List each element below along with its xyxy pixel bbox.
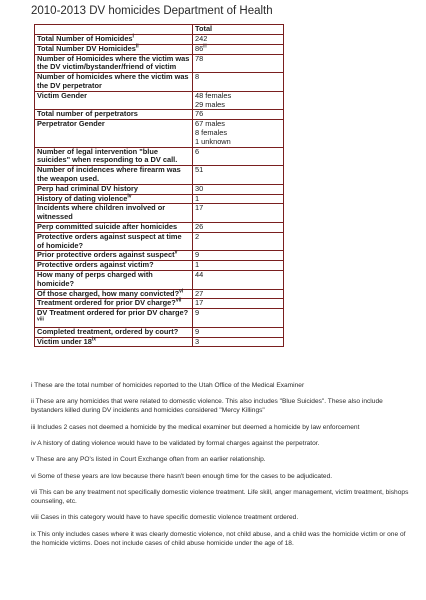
row-value: [193, 147, 284, 166]
row-label: [35, 73, 193, 92]
footnote: ix This only includes cases where it was clearly domestic violence, not child abuse, and a child was the homicide victim or one of the homicide victims. Does not include cases of child abuse homicide under the age of 18.: [31, 530, 406, 547]
row-value: [193, 232, 284, 251]
table-row: [35, 337, 284, 347]
row-label-text: Protective orders against victim?: [37, 260, 154, 270]
row-value-text: [195, 290, 281, 299]
row-label-text: Treatment ordered for prior DV charge?: [37, 298, 176, 308]
row-value-number: 29 males: [195, 99, 225, 109]
row-value: [193, 166, 284, 185]
row-value-text: [195, 55, 281, 64]
row-value-text: [195, 233, 281, 242]
row-value-number: 17: [195, 298, 204, 308]
row-label-text: Number of Homicides where the victim was the DV victim/bystander/friend of victim: [37, 53, 190, 72]
row-value-number: 26: [195, 221, 204, 231]
footnote: ii These are any homicides that were related to domestic violence. This also includes "Blue Suicides". These also include bystanders killed during DV incidents and homicides considered "Mercy Killings": [31, 398, 383, 415]
table-header-row: [35, 25, 284, 35]
row-value: [193, 73, 284, 92]
row-label: [35, 91, 193, 110]
row-value-text: [195, 35, 281, 44]
row-value-number: 6: [195, 146, 200, 156]
row-value-number: 78: [195, 53, 204, 63]
row-value-number: 8: [195, 72, 200, 82]
footnotes: [31, 382, 416, 556]
footnote-marker: viii: [37, 316, 44, 323]
row-value-text: [195, 299, 281, 308]
footnote: iv A history of dating violence would have to be validated by formal charges against the perpetrator.: [31, 439, 320, 447]
row-label: [35, 166, 193, 185]
row-label-text: Total Number of Homicides: [37, 34, 133, 43]
row-value-text: [195, 195, 281, 204]
row-value-text: [195, 138, 281, 147]
row-value-number: 9: [195, 326, 200, 336]
row-label-text: Total number of perpetrators: [37, 109, 138, 119]
row-label-text: Victim under 18: [37, 336, 92, 346]
footnote: vii This can be any treatment not specifically domestic violence treatment. Life skill, anger management, victim treatment, bishops counseling, etc.: [31, 489, 409, 505]
row-value-text: [195, 166, 281, 175]
table-row: [35, 91, 284, 110]
row-label-text: Total Number DV Homicides: [37, 43, 136, 53]
row-value: [193, 184, 284, 194]
row-label-text: Perpetrator Gender: [37, 119, 105, 129]
row-value-number: 1 unknown: [195, 136, 231, 146]
footnote-marker: v: [174, 249, 178, 256]
row-label: [35, 54, 193, 73]
footnote-marker: vi: [179, 288, 184, 295]
table-row: [35, 204, 284, 223]
row-value-number: 1: [195, 193, 200, 203]
row-label-text: Number of homicides where the victim was the DV perpetrator: [37, 72, 189, 90]
row-value-text: [195, 328, 281, 337]
row-label-text: Completed treatment, ordered by court?: [37, 326, 179, 336]
row-value-number: 9: [195, 308, 200, 318]
row-value-number: 242: [195, 34, 208, 43]
row-value-text: [195, 261, 281, 270]
row-value-text: [195, 73, 281, 82]
table-header-blank: [35, 25, 193, 35]
row-value-text: [195, 251, 281, 260]
row-value: [193, 54, 284, 73]
table-row: [35, 270, 284, 289]
row-value: [193, 251, 284, 261]
table-row: [35, 166, 284, 185]
row-value: [193, 327, 284, 337]
row-value-number: 30: [195, 183, 204, 193]
table-row: [35, 73, 284, 92]
row-value-text: [195, 204, 281, 213]
table-row: [35, 309, 284, 328]
row-label-text: Number of legal intervention "blue suicides" when responding to a DV call.: [37, 146, 178, 165]
row-value-text: [195, 338, 281, 347]
row-value-text: [195, 148, 281, 157]
table-row: [35, 120, 284, 147]
row-value-text: [195, 309, 281, 318]
row-label: [35, 120, 193, 147]
row-value-number: 3: [195, 336, 200, 346]
row-label: [35, 270, 193, 289]
row-value-text: [195, 271, 281, 280]
row-value: [193, 204, 284, 223]
table-header-total: Total: [193, 25, 284, 35]
row-value-number: 86: [195, 43, 204, 53]
footnote: i These are the total number of homicides reported to the Utah Office of the Medical Examiner: [31, 382, 305, 389]
row-value-number: 2: [195, 231, 200, 241]
row-value-number: 67 males: [195, 119, 225, 129]
row-value-number: 1: [195, 260, 200, 270]
row-value: [193, 194, 284, 204]
row-value-number: 8 females: [195, 127, 228, 137]
row-value: [193, 222, 284, 232]
row-label-text: Prior protective orders against suspect: [37, 250, 175, 260]
table-row: [35, 232, 284, 251]
table-row: [35, 147, 284, 166]
footnote: v These are any PO's listed in Court Exchange often from an earlier relationship.: [31, 456, 266, 464]
page-title: 2010-2013 DV homicides Department of Health: [31, 5, 273, 17]
row-value-text: [195, 101, 281, 110]
footnote-marker: iii: [203, 43, 207, 50]
row-value: [193, 44, 284, 54]
row-label-text: DV Treatment ordered for prior DV charge?: [37, 308, 189, 318]
row-value-number: 17: [195, 203, 204, 213]
row-value-text: [195, 185, 281, 194]
footnote-marker: ix: [91, 336, 97, 343]
row-value: [193, 309, 284, 328]
row-value-number: 51: [195, 165, 204, 175]
row-value-number: 76: [195, 109, 204, 119]
row-value-number: 48 females: [195, 90, 232, 100]
dv-homicide-stats-table: [34, 24, 284, 347]
row-label-text: Victim Gender: [37, 90, 87, 100]
row-value-text: [195, 45, 281, 54]
footnote-marker: vii: [175, 297, 182, 304]
footnote: vi Some of these years are low because there hasn't been enough time for the cases to be adjudicated.: [31, 472, 333, 480]
row-label-text: History of dating violence: [37, 193, 128, 203]
footnote: viii Cases in this category would have to have specific domestic violence treatment ordered.: [31, 514, 299, 522]
row-label: [35, 337, 193, 347]
row-value: [193, 299, 284, 309]
row-value-text: [195, 223, 281, 232]
row-value-text: [195, 110, 281, 119]
row-value: [193, 337, 284, 347]
row-label-text: Protective orders against suspect at time of homicide?: [37, 231, 182, 250]
footnote-marker: i: [132, 33, 134, 40]
footnote-marker: iv: [127, 193, 132, 200]
row-value: [193, 261, 284, 271]
row-label-text: Incidents where children involved or witnessed: [37, 203, 166, 222]
row-label: [35, 309, 193, 328]
row-value-number: 44: [195, 269, 204, 279]
row-label-text: Number of incidences where firearm was the weapon used.: [37, 165, 181, 183]
row-value: [193, 270, 284, 289]
row-label-text: Perp committed suicide after homicides: [37, 221, 178, 231]
row-value: [193, 289, 284, 299]
row-value: [193, 120, 284, 147]
footnote: iii Includes 2 cases not deemed a homicide by the medical examiner but deemed a homicide by law enforcement: [31, 423, 360, 431]
row-label: [35, 232, 193, 251]
row-value-number: 27: [195, 288, 204, 298]
row-value: [193, 91, 284, 110]
row-label-text: Of those charged, how many convicted?: [37, 288, 180, 298]
table-row: [35, 54, 284, 73]
footnote-marker: ii: [135, 43, 139, 50]
row-value-number: 9: [195, 250, 200, 260]
row-label-text: How many of perps charged with homicide?: [37, 269, 153, 288]
row-label: [35, 204, 193, 223]
row-label: [35, 147, 193, 166]
row-label-text: Perp had criminal DV history: [37, 183, 139, 193]
